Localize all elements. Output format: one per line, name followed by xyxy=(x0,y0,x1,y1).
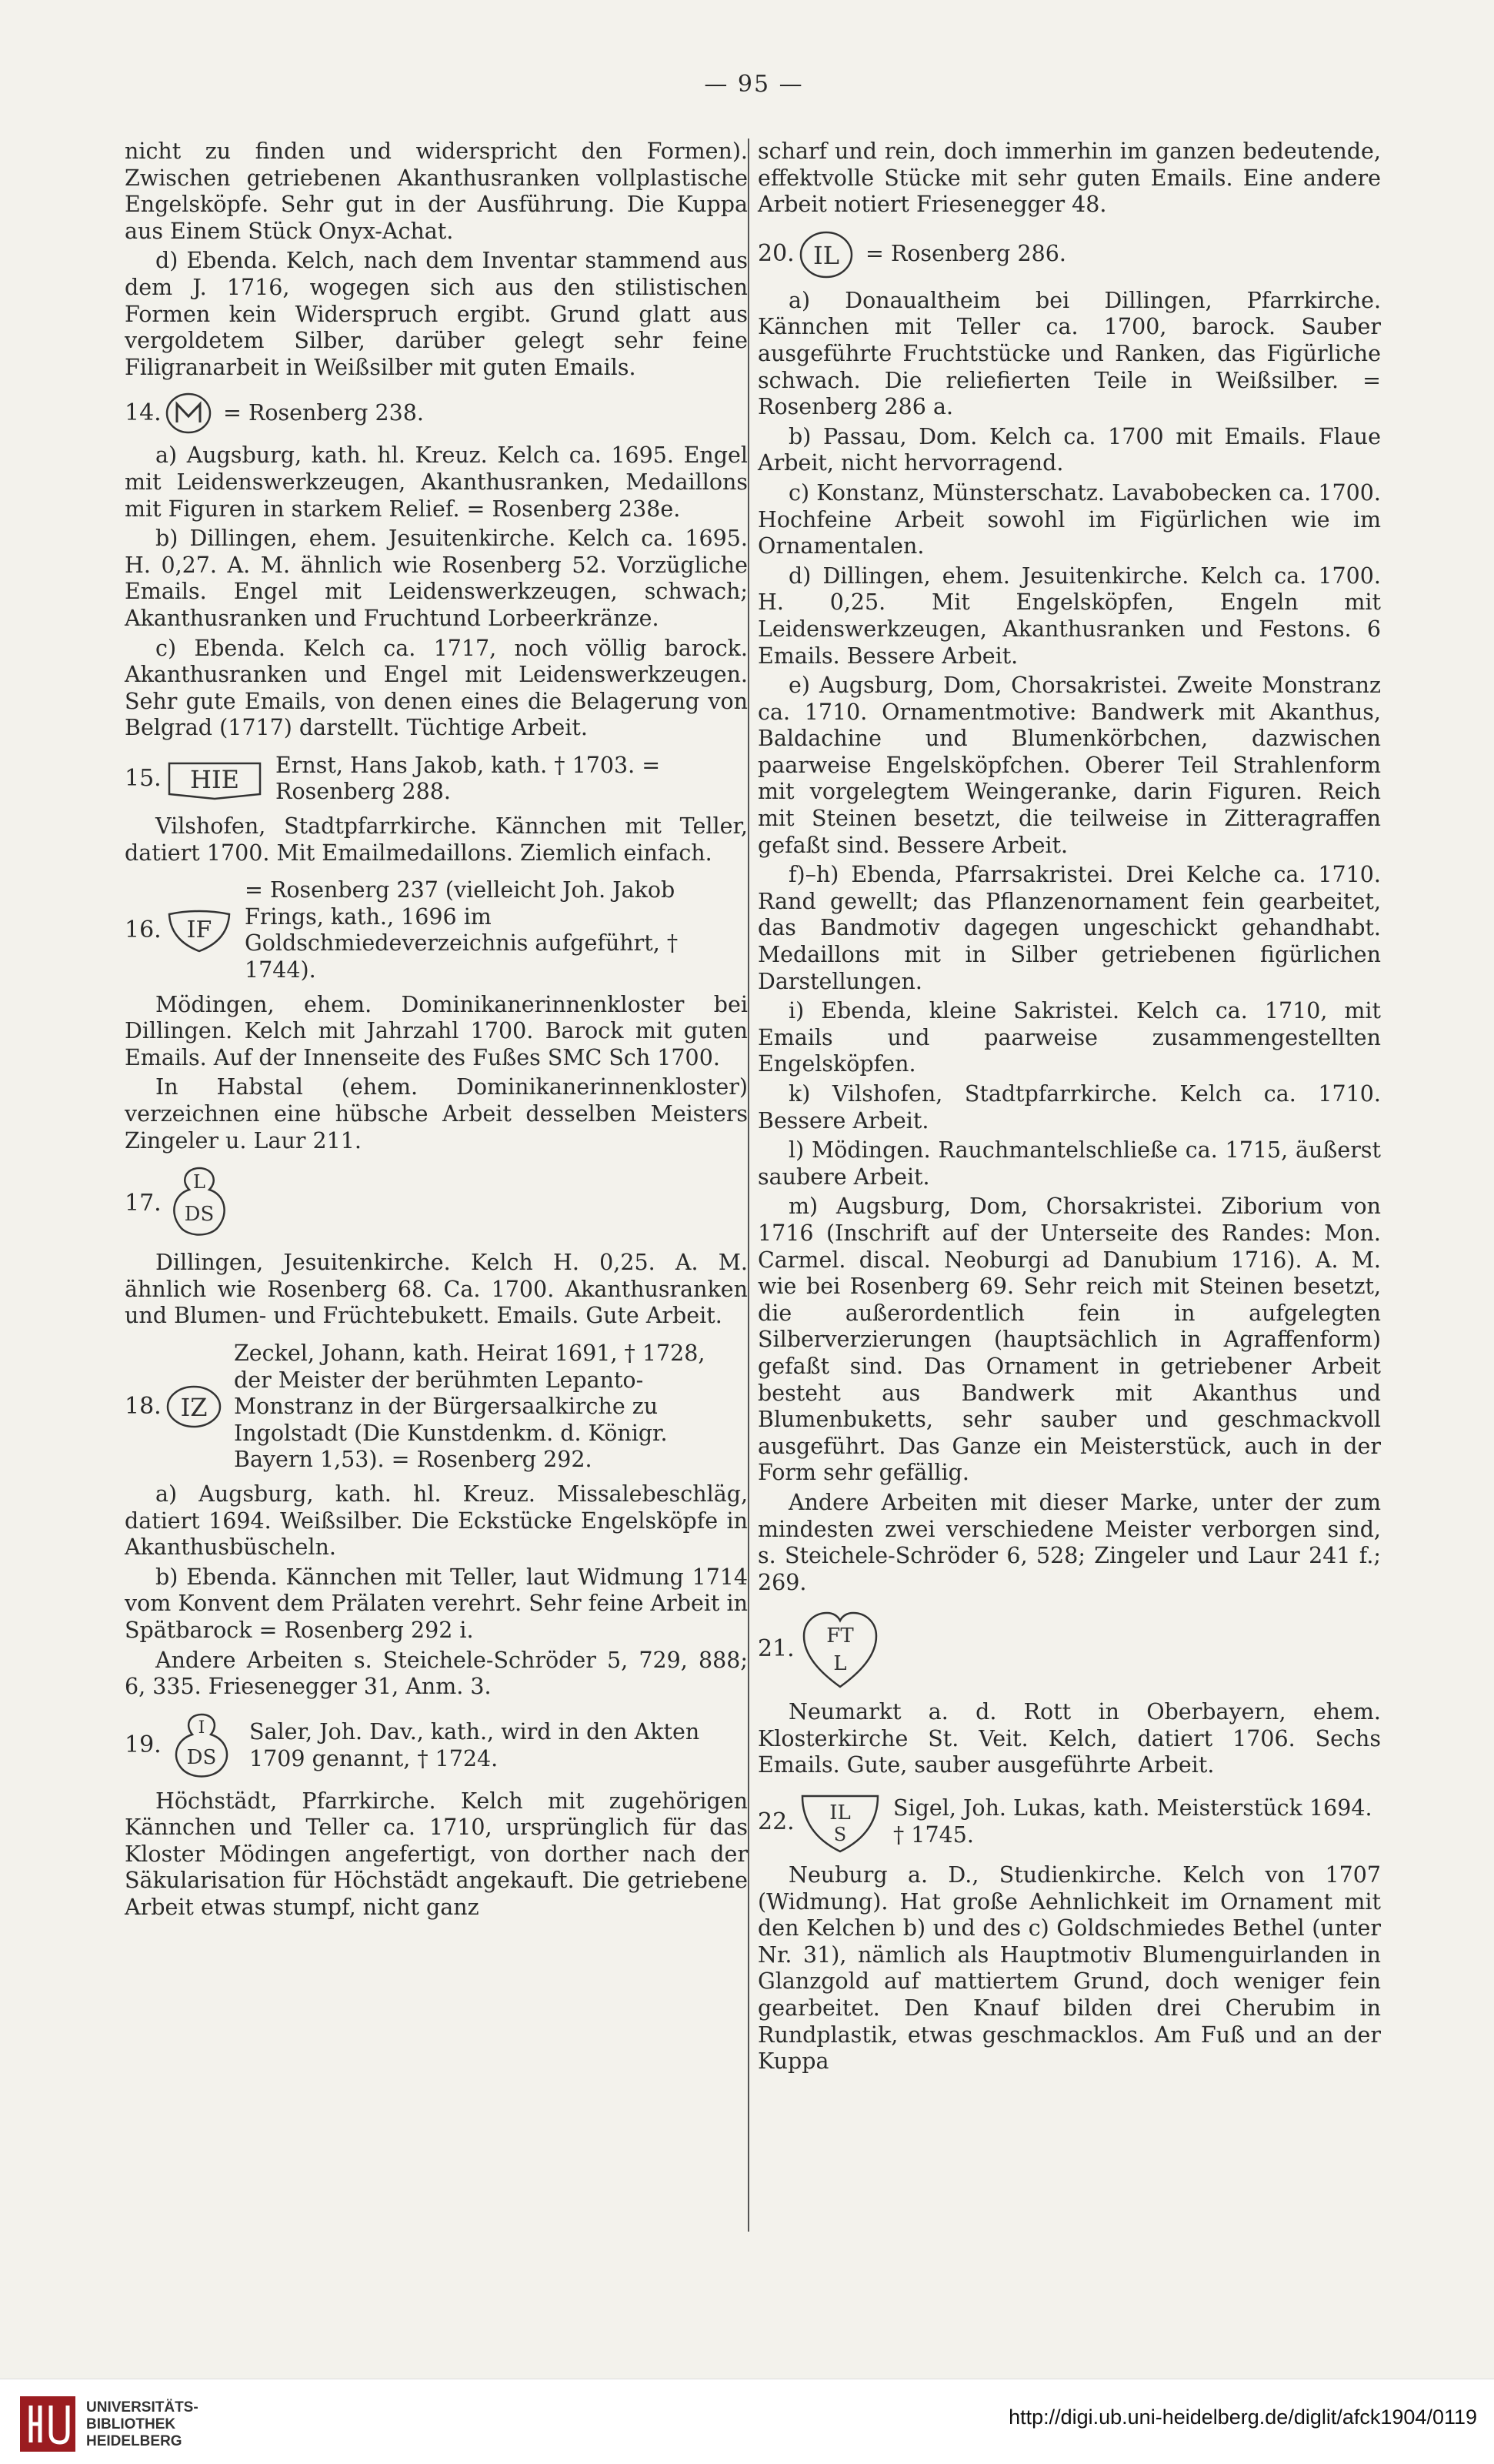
paragraph: nicht zu finden und widerspricht den Formen). Zwischen getriebenen Akanthusranken vollplastische Engelsköpfe. Sehr gut in der Ausführung. Die Kuppa aus Einem Stück Onyx-Achat. xyxy=(125,139,748,244)
svg-text:IF: IF xyxy=(186,916,212,944)
paragraph: d) Dillingen, ehem. Jesuitenkirche. Kelch ca. 1700. H. 0,25. Mit Engelsköpfen, Engeln mit Leidenswerkzeugen, Akanthusranken und Festons. 6 Emails. Bessere Arbeit. xyxy=(758,563,1381,669)
paragraph: Dillingen, Jesuitenkirche. Kelch H. 0,25. A. M. ähnlich wie Rosenberg 68. Ca. 1700. Akanthusranken und Blumen- und Früchtebukett. Emails. Gute Arbeit. xyxy=(125,1250,748,1329)
hallmark-ft-l-icon xyxy=(798,1607,882,1691)
svg-text:DS: DS xyxy=(184,1203,215,1227)
svg-text:L: L xyxy=(833,1652,847,1676)
paragraph: b) Passau, Dom. Kelch ca. 1700 mit Emails. Flaue Arbeit, nicht hervorragend. xyxy=(758,423,1381,476)
svg-text:DS: DS xyxy=(186,1745,217,1769)
entry-number: 22. xyxy=(758,1808,795,1835)
paragraph: c) Ebenda. Kelch ca. 1717, noch völlig barock. Akanthusranken und Engel mit Leidenswerkzeugen. Sehr gute Emails, von denen eines die Belagerung von Belgrad (1717) darstellt. Tüchtige Arbeit. xyxy=(125,635,748,741)
library-name xyxy=(86,2399,198,2450)
paragraph: l) Mödingen. Rauchmantelschließe ca. 1715, äußerst saubere Arbeit. xyxy=(758,1137,1381,1190)
mark-entry-21 xyxy=(758,1607,1381,1691)
entry-text: = Rosenberg 286. xyxy=(865,241,1066,267)
paragraph: Höchstädt, Pfarrkirche. Kelch mit zugehörigen Kännchen und Teller ca. 1710, ursprünglich für das Kloster Mödingen angefertigt, von dorther nach der Säkularisation für Höchstädt angekauft. Die getriebene Arbeit etwas stumpf, nicht ganz xyxy=(125,1788,748,1921)
entry-number: 17. xyxy=(125,1189,162,1217)
svg-text:I: I xyxy=(198,1718,205,1738)
paragraph: Neumarkt a. d. Rott in Oberbayern, ehem. Klosterkirche St. Veit. Kelch, datiert 1706. Sechs Emails. Gute, sauber ausgeführte Arbeit. xyxy=(758,1699,1381,1778)
paragraph: Vilshofen, Stadtpfarrkirche. Kännchen mit Teller, datiert 1700. Mit Emailmedaillons. Ziemlich einfach. xyxy=(125,813,748,866)
paragraph: f)–h) Ebenda, Pfarrsakristei. Drei Kelche ca. 1710. Rand gewellt; das Pflanzenornament fein gearbeitet, das Bandmotiv dagegen ungeschickt gehandhabt. Medaillons mit in Silber getriebenen figürlichen Darstellungen. xyxy=(758,862,1381,994)
paragraph: Mödingen, ehem. Dominikanerinnenkloster bei Dillingen. Kelch mit Jahrzahl 1700. Barock mit guten Emails. Auf der Innenseite des Fußes SMC Sch 1700. xyxy=(125,991,748,1070)
paragraph: k) Vilshofen, Stadtpfarrkirche. Kelch ca. 1710. Bessere Arbeit. xyxy=(758,1081,1381,1134)
paragraph: Andere Arbeiten mit dieser Marke, unter der zum mindesten zwei verschiedene Meister verborgen sind, s. Steichele-Schröder 6, 528; Zingeler und Laur 241 f.; 269. xyxy=(758,1489,1381,1595)
mark-entry-22 xyxy=(758,1790,1381,1855)
paragraph: Neuburg a. D., Studienkirche. Kelch von 1707 (Widmung). Hat große Aehnlichkeit im Ornament mit den Kelchen b) und des c) Goldschmiedes Bethel (unter Nr. 31), nämlich als Hauptmotiv Blumenguirlanden in Glanzgold auf mattiertem Grund, doch weniger fein gearbeitet. Den Knauf bilden drei Cherubim in Rundplastik, etwas geschmacklos. Am Fuß und an der Kuppa xyxy=(758,1862,1381,2075)
paragraph: a) Donaualtheim bei Dillingen, Pfarrkirche. Kännchen mit Teller ca. 1700, barock. Sauber ausgeführte Fruchtstücke und Ranken, das Figürliche schwach. Die reliefierten Teile in Weißsilber. = Rosenberg 286 a. xyxy=(758,287,1381,420)
paragraph: c) Konstanz, Münsterschatz. Lavabobecken ca. 1700. Hochfeine Arbeit sowohl im Figürlichen wie im Ornamentalen. xyxy=(758,479,1381,559)
column-divider xyxy=(748,139,749,2232)
hallmark-hie-icon xyxy=(165,756,265,802)
entry-number: 21. xyxy=(758,1634,795,1662)
paragraph: scharf und rein, doch immerhin im ganzen bedeutende, effektvolle Stücke mit sehr guten Emails. Eine andere Arbeit notiert Friesenegger 48. xyxy=(758,139,1381,218)
entry-text: Sigel, Joh. Lukas, kath. Meisterstück 1694. † 1745. xyxy=(893,1795,1372,1848)
paragraph: Andere Arbeiten s. Steichele-Schröder 5, 729, 888; 6, 335. Friesenegger 31, Anm. 3. xyxy=(125,1647,748,1700)
entry-text: Saler, Joh. Dav., kath., wird in den Akten 1709 genannt, † 1724. xyxy=(249,1719,700,1771)
mark-entry-20 xyxy=(758,229,1381,280)
paragraph: a) Augsburg, kath. hl. Kreuz. Missalebeschläg, datiert 1694. Weißsilber. Die Eckstücke Engelsköpfe in Akanthusbüscheln. xyxy=(125,1481,748,1561)
right-column xyxy=(758,139,1381,2078)
hallmark-m-icon xyxy=(165,392,212,435)
mark-entry-18 xyxy=(125,1341,748,1474)
hallmark-l-ds-icon xyxy=(165,1165,234,1242)
svg-text:HIE: HIE xyxy=(190,765,239,795)
mark-entry-17 xyxy=(125,1165,748,1242)
paragraph: b) Ebenda. Kännchen mit Teller, laut Widmung 1714 vom Konvent dem Prälaten verehrt. Sehr feine Arbeit in Spätbarock = Rosenberg 292 i. xyxy=(125,1564,748,1643)
hallmark-iz-icon xyxy=(165,1384,223,1430)
entry-number: 18. xyxy=(125,1393,162,1421)
library-name-line: UNIVERSITÄTS- xyxy=(86,2399,198,2416)
entry-number: 19. xyxy=(125,1731,162,1759)
footer-bar xyxy=(0,2379,1494,2464)
library-logo-icon xyxy=(17,2393,78,2455)
paragraph: e) Augsburg, Dom, Chorsakristei. Zweite Monstranz ca. 1710. Ornamentmotive: Bandwerk mit Akanthus, Baldachine und Blumenkörbchen, dazwischen paarweise Engelsköpfchen. Oberer Teil Strahlenform mit vorgelegtem Weingeranke, darin Figuren. Reich mit Steinen besetzt, die teilweise in Zitteragraffen gefaßt sind. Bessere Arbeit. xyxy=(758,673,1381,858)
left-column xyxy=(125,139,748,1925)
paragraph: b) Dillingen, ehem. Jesuitenkirche. Kelch ca. 1695. H. 0,27. A. M. ähnlich wie Rosenberg 52. Vorzügliche Emails. Engel mit Leidenswerkzeugen, schwach; Akanthusranken und Fruchtund Lorbeerkränze. xyxy=(125,526,748,631)
entry-text: = Rosenberg 238. xyxy=(223,400,424,426)
entry-number: 20. xyxy=(758,240,795,268)
hallmark-il-icon xyxy=(798,229,855,280)
hallmark-i-ds-icon xyxy=(165,1711,238,1781)
paragraph: m) Augsburg, Dom, Chorsakristei. Ziborium von 1716 (Inschrift auf der Unterseite des Randes: Mon. Carmel. discal. Neoburgi ad Danubium 1716). A. M. wie bei Rosenberg 69. Sehr reich mit Steinen besetzt, die außerordentlich fein in aufgelegten Silberverzierungen (hauptsächlich in Agraffenform) gefaßt sind. Das Ornament in getriebener Arbeit besteht aus Bandwerk mit Akanthus und Blumenbuketts, sehr sauber und geschmackvoll ausgeführt. Das Ganze ein Meisterstück, auch in der Form sehr gefällig. xyxy=(758,1194,1381,1486)
svg-text:IL: IL xyxy=(829,1801,851,1825)
svg-text:IZ: IZ xyxy=(180,1393,208,1423)
paragraph: In Habstal (ehem. Dominikanerinnenkloster) verzeichnen eine hübsche Arbeit desselben Meisters Zingeler u. Laur 211. xyxy=(125,1074,748,1154)
hallmark-if-icon xyxy=(165,906,234,954)
entry-number: 14. xyxy=(125,399,162,427)
svg-text:L: L xyxy=(193,1171,205,1194)
mark-entry-16 xyxy=(125,877,748,983)
hallmark-il-s-icon xyxy=(798,1790,882,1855)
paragraph: a) Augsburg, kath. hl. Kreuz. Kelch ca. 1695. Engel mit Leidenswerkzeugen, Akanthusranken, Medaillons mit Figuren in starkem Relief. = Rosenberg 238e. xyxy=(125,442,748,522)
svg-text:FT: FT xyxy=(826,1624,854,1648)
library-name-line: BIBLIOTHEK xyxy=(86,2416,176,2432)
entry-text: Ernst, Hans Jakob, kath. † 1703. = Rosenberg 288. xyxy=(275,752,661,805)
page-number: — 95 — xyxy=(704,71,804,98)
mark-entry-15 xyxy=(125,753,748,806)
mark-entry-14 xyxy=(125,392,748,435)
mark-entry-19 xyxy=(125,1711,748,1781)
entry-text: = Rosenberg 237 (vielleicht Joh. Jakob Frings, kath., 1696 im Goldschmiedeverzeichnis aufgeführt, † 1744). xyxy=(245,877,679,983)
svg-text:IL: IL xyxy=(813,240,839,270)
entry-number: 15. xyxy=(125,765,162,793)
source-url[interactable]: http://digi.ub.uni-heidelberg.de/diglit/afck1904/0119 xyxy=(1009,2406,1477,2429)
library-name-line: HEIDELBERG xyxy=(86,2433,182,2449)
svg-text:S: S xyxy=(833,1824,847,1846)
entry-number: 16. xyxy=(125,916,162,944)
paragraph: i) Ebenda, kleine Sakristei. Kelch ca. 1710, mit Emails und paarweise zusammengestellten Engelsköpfen. xyxy=(758,998,1381,1077)
entry-text: Zeckel, Johann, kath. Heirat 1691, † 1728, der Meister der berühmten Lepanto-Monstranz in der Bürgersaalkirche zu Ingolstadt (Die Kunstdenkm. d. Königr. Bayern 1,53). = Rosenberg 292. xyxy=(234,1340,705,1473)
paragraph: d) Ebenda. Kelch, nach dem Inventar stammend aus dem J. 1716, wogegen sich aus den stilistischen Formen kein Widerspruch ergibt. Grund glatt aus vergoldetem Silber, darüber gelegt sehr feine Filigranarbeit in Weißsilber mit guten Emails. xyxy=(125,248,748,380)
